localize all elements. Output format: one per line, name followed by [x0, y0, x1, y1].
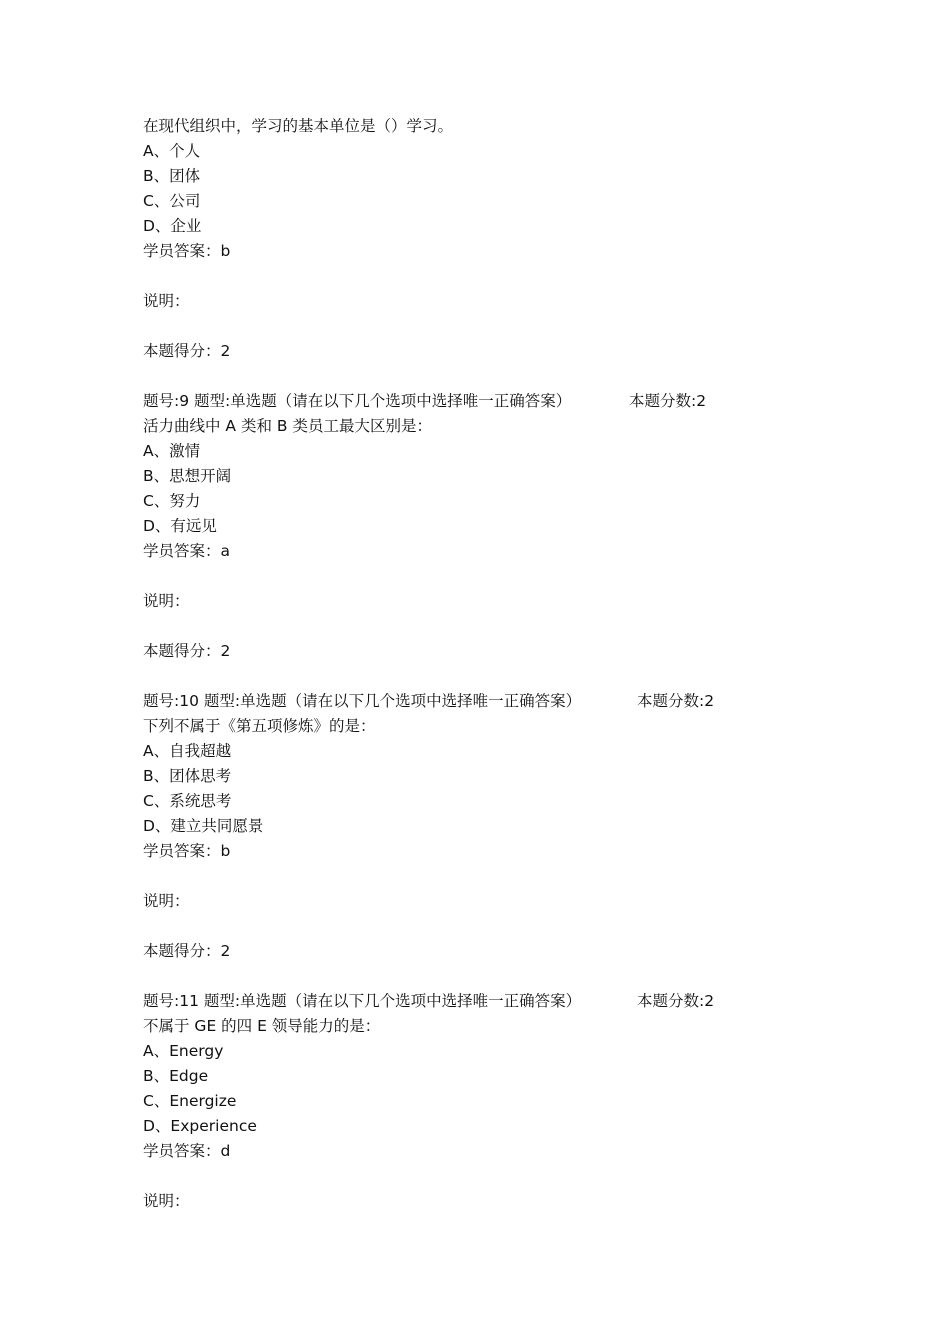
question-header — [143, 689, 823, 714]
option-a: A、个人 — [143, 142, 201, 160]
option-c: C、系统思考 — [143, 792, 232, 810]
question-score: 本题得分：2 — [143, 342, 231, 360]
option-c: C、努力 — [143, 492, 201, 510]
question-header — [143, 989, 823, 1014]
question-number-type: 题号:11 题型:单选题（请在以下几个选项中选择唯一正确答案） — [143, 992, 582, 1010]
question-block — [143, 114, 823, 389]
question-stem: 活力曲线中 A 类和 B 类员工最大区别是： — [143, 417, 432, 435]
option-d: D、有远见 — [143, 517, 217, 535]
option-c: C、公司 — [143, 192, 201, 210]
question-stem: 在现代组织中，学习的基本单位是（）学习。 — [143, 117, 454, 135]
option-b: B、团体思考 — [143, 767, 232, 785]
question-score: 本题得分：2 — [143, 942, 231, 960]
option-c: C、Energize — [143, 1092, 237, 1110]
question-points: 本题分数:2 — [629, 392, 707, 410]
student-answer: 学员答案：b — [143, 242, 231, 260]
option-a: A、自我超越 — [143, 742, 232, 760]
explanation-label: 说明： — [143, 1192, 190, 1210]
question-block — [143, 989, 823, 1214]
question-block — [143, 389, 823, 689]
question-points: 本题分数:2 — [637, 692, 715, 710]
explanation-label: 说明： — [143, 592, 190, 610]
question-points: 本题分数:2 — [637, 992, 715, 1010]
question-block — [143, 689, 823, 989]
option-d: D、Experience — [143, 1117, 257, 1135]
question-number-type: 题号:10 题型:单选题（请在以下几个选项中选择唯一正确答案） — [143, 692, 582, 710]
student-answer: 学员答案：d — [143, 1142, 231, 1160]
explanation-label: 说明： — [143, 892, 190, 910]
explanation-label: 说明： — [143, 292, 190, 310]
option-b: B、团体 — [143, 167, 201, 185]
option-a: A、Energy — [143, 1042, 224, 1060]
question-number-type: 题号:9 题型:单选题（请在以下几个选项中选择唯一正确答案） — [143, 392, 572, 410]
document-page — [143, 114, 823, 1214]
student-answer: 学员答案：a — [143, 542, 230, 560]
question-stem: 下列不属于《第五项修炼》的是： — [143, 717, 376, 735]
question-header — [143, 389, 823, 414]
option-d: D、建立共同愿景 — [143, 817, 264, 835]
question-stem: 不属于 GE 的四 E 领导能力的是： — [143, 1017, 381, 1035]
option-a: A、激情 — [143, 442, 201, 460]
option-b: B、思想开阔 — [143, 467, 232, 485]
option-b: B、Edge — [143, 1067, 209, 1085]
question-score: 本题得分：2 — [143, 642, 231, 660]
student-answer: 学员答案：b — [143, 842, 231, 860]
option-d: D、企业 — [143, 217, 202, 235]
